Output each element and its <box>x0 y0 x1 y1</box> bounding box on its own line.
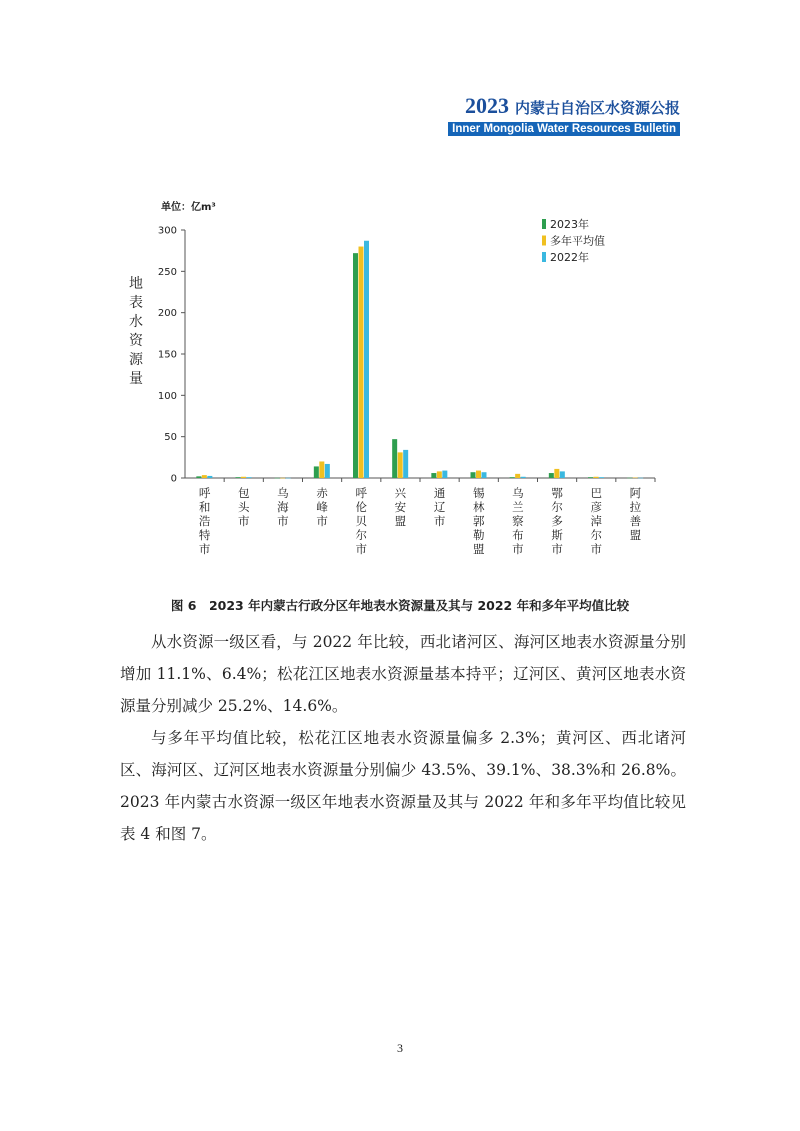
y-tick-label: 150 <box>157 349 177 361</box>
x-tick-label: 兴安盟 <box>394 486 407 528</box>
x-tick-label: 乌兰察布市 <box>512 486 524 556</box>
x-tick-label: 乌海市 <box>277 486 289 528</box>
bar-2 <box>202 475 207 478</box>
bar-2 <box>280 478 285 479</box>
bar-2 <box>319 461 324 478</box>
y-tick-label: 300 <box>157 225 177 237</box>
bar-3 <box>364 241 369 478</box>
bar-1 <box>236 477 241 478</box>
bar-chart <box>0 190 800 590</box>
bar-1 <box>196 476 201 478</box>
x-tick-label: 呼和浩特市 <box>198 486 211 556</box>
bar-2 <box>437 471 442 478</box>
bar-2 <box>476 471 481 478</box>
bar-1 <box>471 472 476 478</box>
legend-label: 2023年 <box>550 218 589 231</box>
x-tick-label: 赤峰市 <box>316 486 328 528</box>
bar-3 <box>599 477 604 478</box>
x-tick-label: 锡林郭勒盟 <box>473 486 485 556</box>
legend-label: 2022年 <box>550 251 589 264</box>
bar-2 <box>398 452 403 478</box>
bar-2 <box>633 478 638 479</box>
unit-label: 单位：亿m³ <box>161 202 216 213</box>
y-tick-label: 0 <box>170 473 177 485</box>
bar-1 <box>275 478 280 479</box>
x-tick-label: 阿拉善盟 <box>629 486 642 542</box>
bar-1 <box>314 466 319 478</box>
header-title-cn: 内蒙古自治区水资源公报 <box>514 99 680 117</box>
bar-3 <box>325 464 330 478</box>
figure-caption: 图 6 2023 年内蒙古行政分区年地表水资源量及其与 2022 年和多年平均值比较 <box>170 598 630 613</box>
bar-3 <box>207 476 212 478</box>
header-title-en: Inner Mongolia Water Resources Bulletin <box>448 122 680 136</box>
bar-2 <box>554 469 559 478</box>
y-tick-label: 200 <box>157 308 177 320</box>
legend-swatch <box>542 252 546 262</box>
paragraph-1: 从水资源一级区看，与 2022 年比较，西北诸河区、海河区地表水资源量分别增加 11.1%、6.4%；松花江区地表水资源量基本持平；辽河区、黄河区地表水资源量分别减少 25.2%、14.6%。 <box>120 633 686 715</box>
bar-3 <box>638 478 643 479</box>
header-year: 2023 <box>464 93 509 118</box>
page-header <box>448 93 680 136</box>
paragraph-2: 与多年平均值比较，松花江区地表水资源量偏多 2.3%；黄河区、西北诸河区、海河区、辽河区地表水资源量分别偏少 43.5%、39.1%、38.3%和 26.8%。2023 年内蒙古水资源一级区年地表水资源量及其与 2022 年和多年平均值比较见表 4 和图 7。 <box>120 729 686 843</box>
y-tick-label: 250 <box>157 266 177 278</box>
legend-swatch <box>542 236 546 246</box>
bar-2 <box>594 477 599 478</box>
header-title <box>448 93 680 119</box>
bar-3 <box>560 471 565 478</box>
bar-3 <box>442 471 447 478</box>
bar-3 <box>521 477 526 478</box>
bar-1 <box>353 253 358 478</box>
bar-3 <box>482 472 487 478</box>
bar-3 <box>286 478 291 479</box>
y-tick-label: 50 <box>164 432 177 444</box>
bar-1 <box>627 478 632 479</box>
bar-1 <box>510 477 515 478</box>
bar-1 <box>588 477 593 478</box>
bar-3 <box>247 477 252 478</box>
x-tick-label: 鄂尔多斯市 <box>551 486 563 556</box>
page-number: 3 <box>397 1041 403 1055</box>
bar-3 <box>403 450 408 478</box>
x-tick-label: 呼伦贝尔市 <box>355 486 367 556</box>
bar-2 <box>515 474 520 478</box>
x-tick-label: 巴彦淖尔市 <box>590 486 602 556</box>
x-tick-label: 通辽市 <box>433 486 446 528</box>
y-tick-label: 100 <box>157 390 177 402</box>
legend-label: 多年平均值 <box>550 234 605 248</box>
bar-1 <box>431 473 436 478</box>
y-axis-title: 地表水资源量 <box>129 276 143 387</box>
body-text <box>120 626 686 850</box>
bar-2 <box>241 477 246 478</box>
legend-swatch <box>542 219 546 229</box>
bar-1 <box>549 473 554 478</box>
x-tick-label: 包头市 <box>238 486 250 528</box>
bar-2 <box>359 247 364 478</box>
bar-1 <box>392 439 397 478</box>
